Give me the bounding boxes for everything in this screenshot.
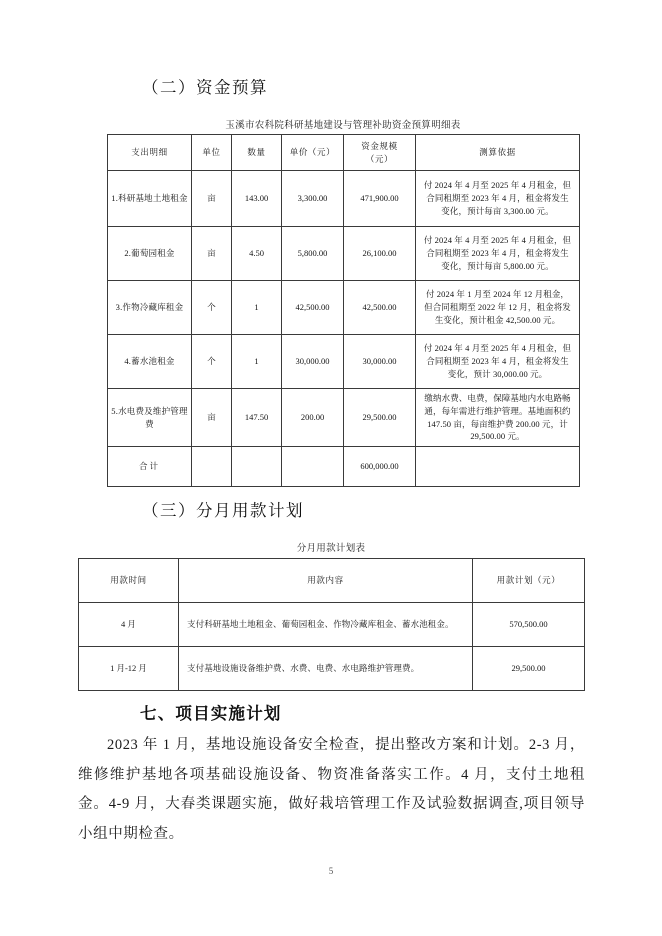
plan-cell-amount: 29,500.00	[473, 647, 585, 691]
budget-cell-price: 5,800.00	[282, 227, 344, 281]
budget-cell-item: 2.葡萄园租金	[108, 227, 192, 281]
budget-cell-price: 3,300.00	[282, 171, 344, 227]
budget-cell-qty: 143.00	[232, 171, 282, 227]
budget-total-basis	[416, 447, 580, 487]
table-row	[108, 389, 580, 447]
budget-cell-price: 42,500.00	[282, 281, 344, 335]
budget-col-basis: 测算依据	[416, 135, 580, 171]
monthly-plan-table	[78, 558, 585, 691]
page-number: 5	[328, 866, 334, 876]
plan-col-amount: 用款计划（元）	[473, 559, 585, 603]
plan-cell-amount: 570,500.00	[473, 603, 585, 647]
budget-cell-unit: 亩	[192, 171, 232, 227]
budget-cell-basis: 付 2024 年 4 月至 2025 年 4 月租金，但合同租期至 2023 年 4 月，租金将发生变化，预计每亩 5,800.00 元。	[416, 227, 580, 281]
budget-col-amount-line2: （元）	[365, 153, 394, 164]
budget-cell-item: 4.蓄水池租金	[108, 335, 192, 389]
budget-table-caption: 玉溪市农科院科研基地建设与管理补助资金预算明细表	[225, 121, 461, 131]
budget-col-item: 支出明细	[108, 135, 192, 171]
budget-cell-amount: 29,500.00	[344, 389, 416, 447]
budget-total-amount: 600,000.00	[344, 447, 416, 487]
budget-col-amount-line1: 资金规模	[361, 141, 398, 152]
budget-col-qty: 数量	[232, 135, 282, 171]
implementation-paragraph: 2023 年 1 月，基地设施设备安全检查，提出整改方案和计划。2-3 月，维修维护基地各项基础设施设备、物资准备落实工作。4 月，支付土地租金。4-9 月，大春类课题实施，做好栽培管理工作及试验数据调查,项目领导小组中期检查。	[78, 737, 585, 843]
table-row	[108, 227, 580, 281]
budget-cell-item: 3.作物冷藏库租金	[108, 281, 192, 335]
budget-cell-item: 5.水电费及维护管理费	[108, 389, 192, 447]
section-heading-implementation: 七、项目实施计划	[140, 705, 282, 723]
budget-cell-amount: 42,500.00	[344, 281, 416, 335]
budget-cell-basis: 缴纳水费、电费，保障基地内水电路畅通，每年需进行维护管理。基地面积约 147.50 亩，每亩维护费 200.00 元，计 29,500.00 元。	[416, 389, 580, 447]
budget-col-unit: 单位	[192, 135, 232, 171]
plan-cell-time: 4 月	[79, 603, 179, 647]
plan-col-time: 用款时间	[79, 559, 179, 603]
budget-cell-item: 1.科研基地土地租金	[108, 171, 192, 227]
budget-total-row	[108, 447, 580, 487]
section-heading-monthly-plan: （三）分月用款计划	[142, 501, 304, 520]
plan-cell-content: 支付科研基地土地租金、葡萄园租金、作物冷藏库租金、蓄水池租金。	[179, 603, 473, 647]
plan-table-header-row	[79, 559, 585, 603]
budget-cell-basis: 付 2024 年 1 月至 2024 年 12 月租金，但合同租期至 2022 年 12 月，租金将发生变化，预计租金 42,500.00 元。	[416, 281, 580, 335]
budget-total-unit	[192, 447, 232, 487]
budget-cell-basis: 付 2024 年 4 月至 2025 年 4 月租金，但合同租期至 2023 年 4 月，租金将发生变化，预计 30,000.00 元。	[416, 335, 580, 389]
budget-col-price: 单价（元）	[282, 135, 344, 171]
plan-cell-time: 1 月-12 月	[79, 647, 179, 691]
budget-total-label: 合计	[108, 447, 192, 487]
budget-cell-unit: 亩	[192, 227, 232, 281]
budget-cell-price: 30,000.00	[282, 335, 344, 389]
budget-cell-unit: 个	[192, 281, 232, 335]
table-row	[79, 603, 585, 647]
budget-cell-amount: 26,100.00	[344, 227, 416, 281]
plan-table-caption: 分月用款计划表	[296, 544, 366, 554]
budget-cell-qty: 1	[232, 335, 282, 389]
budget-cell-qty: 4.50	[232, 227, 282, 281]
budget-table-header-row	[108, 135, 580, 171]
section-heading-budget: （二）资金预算	[142, 78, 268, 97]
table-row	[108, 335, 580, 389]
plan-cell-content: 支付基地设施设备维护费、水费、电费、水电路维护管理费。	[179, 647, 473, 691]
budget-cell-amount: 30,000.00	[344, 335, 416, 389]
table-row	[79, 647, 585, 691]
budget-total-qty	[232, 447, 282, 487]
budget-cell-basis: 付 2024 年 4 月至 2025 年 4 月租金，但合同租期至 2023 年 4 月，租金将发生变化，预计每亩 3,300.00 元。	[416, 171, 580, 227]
budget-col-amount	[344, 135, 416, 171]
budget-cell-price: 200.00	[282, 389, 344, 447]
table-row	[108, 281, 580, 335]
budget-cell-unit: 亩	[192, 389, 232, 447]
budget-table	[107, 134, 580, 487]
budget-cell-amount: 471,900.00	[344, 171, 416, 227]
table-row	[108, 171, 580, 227]
budget-total-price	[282, 447, 344, 487]
budget-cell-qty: 1	[232, 281, 282, 335]
budget-cell-qty: 147.50	[232, 389, 282, 447]
plan-col-content: 用款内容	[179, 559, 473, 603]
budget-cell-unit: 个	[192, 335, 232, 389]
